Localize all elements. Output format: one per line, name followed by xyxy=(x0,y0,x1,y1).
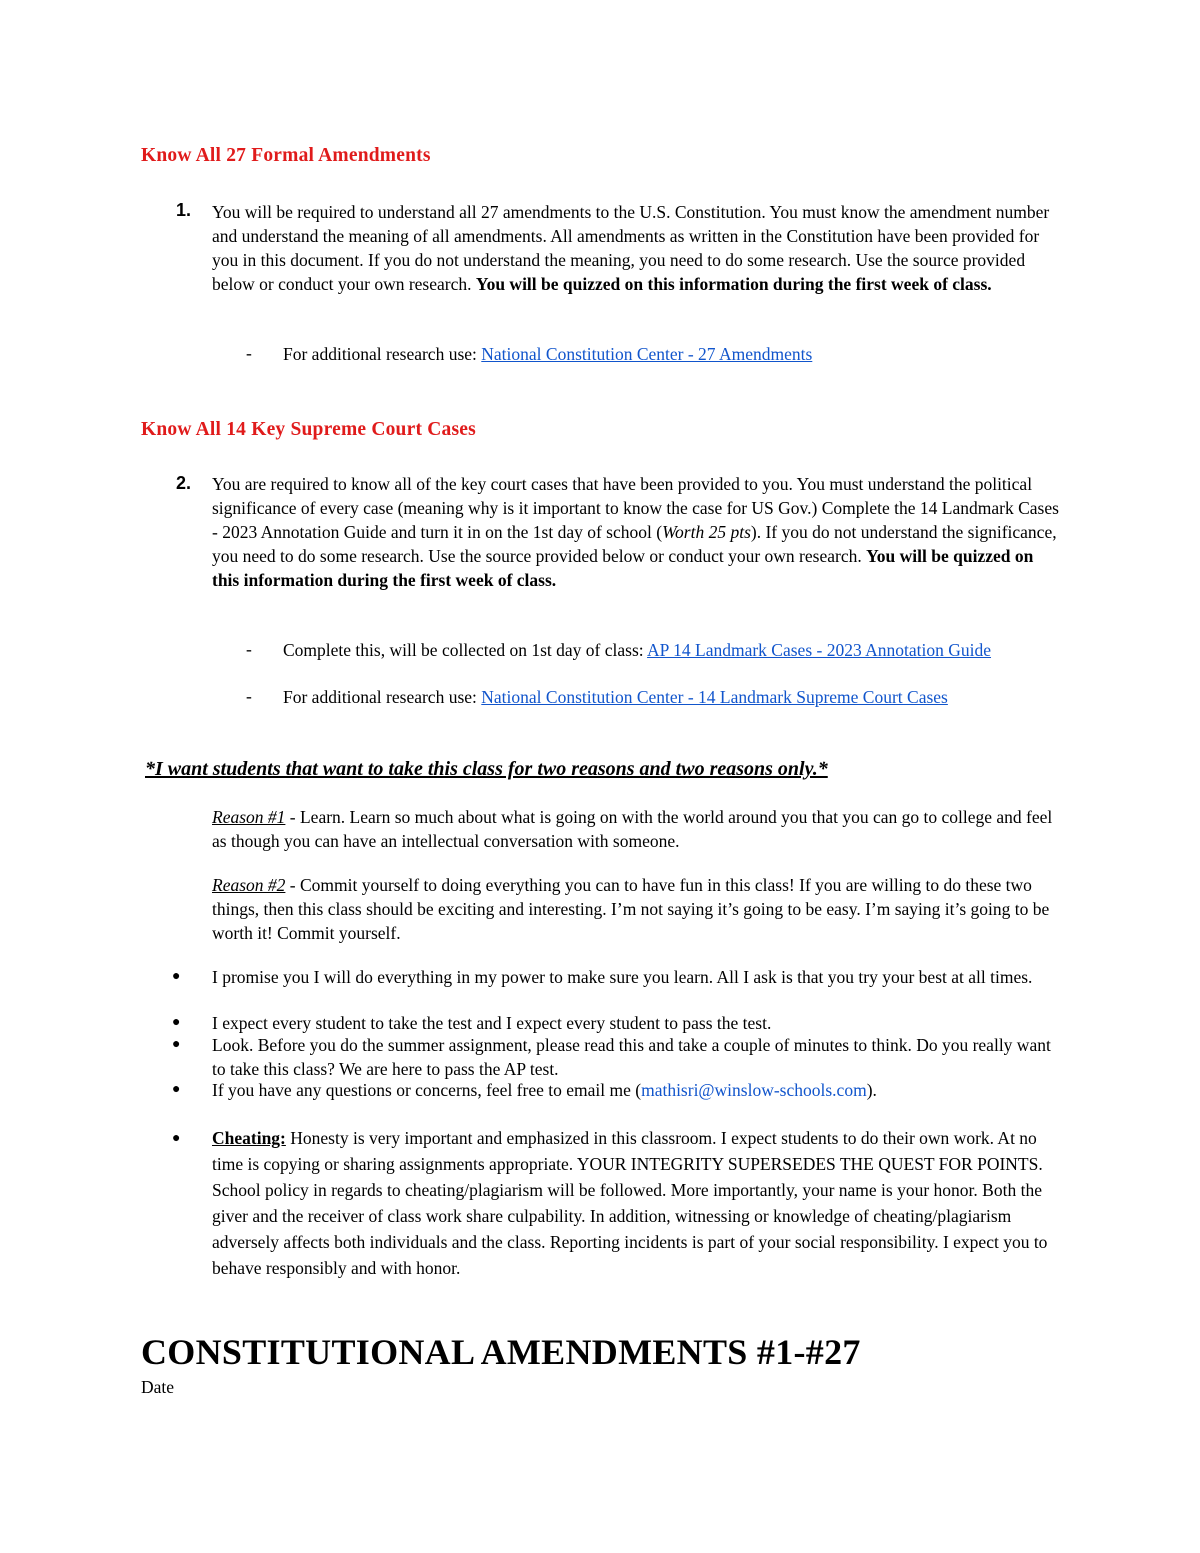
court-cases-paragraph xyxy=(212,472,1062,592)
amendments-text: You will be required to understand all 27 amendments to the U.S. Constitution. You must know the amendment number and understand the meaning of all amendments. All amendments as written in the Constitution have been provided for you in this document. If you do not understand the meaning, you need to do some research. Use the source provided below or conduct your own research. xyxy=(212,202,1050,294)
reason-1-label: Reason #1 xyxy=(212,807,286,827)
research-prefix: For additional research use: xyxy=(283,687,477,707)
court-cases-research-line xyxy=(283,685,1043,709)
link-landmark-cases[interactable]: National Constitution Center - 14 Landmark Supreme Court Cases xyxy=(481,687,948,707)
reason-2 xyxy=(212,873,1062,945)
list-number-2: 2. xyxy=(176,473,192,493)
court-cases-text-2: ). If you do not understand the significance, you need to do some research. Use the source provided below or conduct your own research. xyxy=(212,522,1057,566)
reason-1-text: - Learn. Learn so much about what is going on with the world around you that you can go to college and feel as though you can have an intellectual conversation with someone. xyxy=(212,807,1053,851)
bullet-marker: ● xyxy=(172,969,181,984)
amendments-quiz-note: You will be quizzed on this information during the first week of class. xyxy=(475,274,992,294)
cheating-label: Cheating: xyxy=(212,1128,286,1148)
research-prefix: For additional research use: xyxy=(283,344,477,364)
bullet-marker: ● xyxy=(172,1037,181,1052)
reasons-heading-text: *I want students that want to take this class for two reasons and two reasons only.* xyxy=(145,758,828,780)
dash-marker: - xyxy=(246,686,252,706)
dash-marker: - xyxy=(246,639,252,659)
constitutional-amendments-title: CONSTITUTIONAL AMENDMENTS #1-#27 xyxy=(141,1332,861,1372)
reasons-heading xyxy=(145,758,828,781)
section-heading-amendments: Know All 27 Formal Amendments xyxy=(141,145,431,166)
reason-2-text: - Commit yourself to doing everything you can to have fun in this class! If you are willing to do these two things, then this class should be exciting and interesting. I’m not saying it’s going to be easy. I’m saying it’s going to be worth it! Commit yourself. xyxy=(212,875,1050,943)
link-annotation-guide[interactable]: AP 14 Landmark Cases - 2023 Annotation Guide xyxy=(647,640,992,660)
bullet-item-promise: I promise you I will do everything in my power to make sure you learn. All I ask is that you try your best at all times. xyxy=(212,967,1033,987)
bullet-marker: ● xyxy=(172,1131,181,1146)
amendments-paragraph xyxy=(212,200,1062,296)
annotation-guide-line xyxy=(283,638,1003,662)
contact-prefix: If you have any questions or concerns, feel free to email me ( xyxy=(212,1080,642,1100)
reason-2-label: Reason #2 xyxy=(212,875,286,895)
list-number-1: 1. xyxy=(176,200,192,220)
court-cases-quiz-note: You will be quizzed on this information during the first week of class. xyxy=(212,546,1034,590)
cheating-text: Honesty is very important and emphasized in this classroom. I expect students to do their own work. At no time is copying or sharing assignments appropriate. YOUR INTEGRITY SUPERSEDES THE QUEST FOR POINTS. School policy in regards to cheating/plagiarism will be followed. More importantly, your name is your honor. Both the giver and the receiver of class work share culpability. In addition, witnessing or knowledge of cheating/plagiarism adversely affects both individuals and the class. Reporting incidents is part of your social responsibility. I expect you to behave responsibly and with honor. xyxy=(212,1128,1048,1278)
bullet-marker: ● xyxy=(172,1082,181,1097)
email-link[interactable]: mathisri@winslow-schools.com xyxy=(641,1080,867,1100)
dash-marker: - xyxy=(246,343,252,363)
link-27-amendments[interactable]: National Constitution Center - 27 Amendments xyxy=(481,344,813,364)
bullet-item-look: Look. Before you do the summer assignment, please read this and take a couple of minutes to think. Do you really want to take this class? We are here to pass the AP test. xyxy=(212,1035,1051,1079)
section-heading-court-cases: Know All 14 Key Supreme Court Cases xyxy=(141,419,476,440)
bullet-item-contact xyxy=(212,1078,1062,1102)
bullet-item-cheating xyxy=(212,1125,1062,1281)
court-cases-text: You are required to know all of the key court cases that have been provided to you. You must understand the political significance of every case (meaning why is it important to know the case for US Gov.) Complete the 14 Landmark Cases - 2023 Annotation Guide and turn it in on the 1st day of school ( xyxy=(212,474,1059,542)
amendments-research-line xyxy=(283,342,1043,366)
worth-points: Worth 25 pts xyxy=(662,522,751,542)
contact-suffix: ). xyxy=(866,1080,877,1100)
bullet-item-test: I expect every student to take the test and I expect every student to pass the test. xyxy=(212,1013,772,1033)
bullet-marker: ● xyxy=(172,1015,181,1030)
date-label: Date xyxy=(141,1377,175,1397)
reason-1 xyxy=(212,805,1062,853)
complete-prefix: Complete this, will be collected on 1st day of class: xyxy=(283,640,644,660)
